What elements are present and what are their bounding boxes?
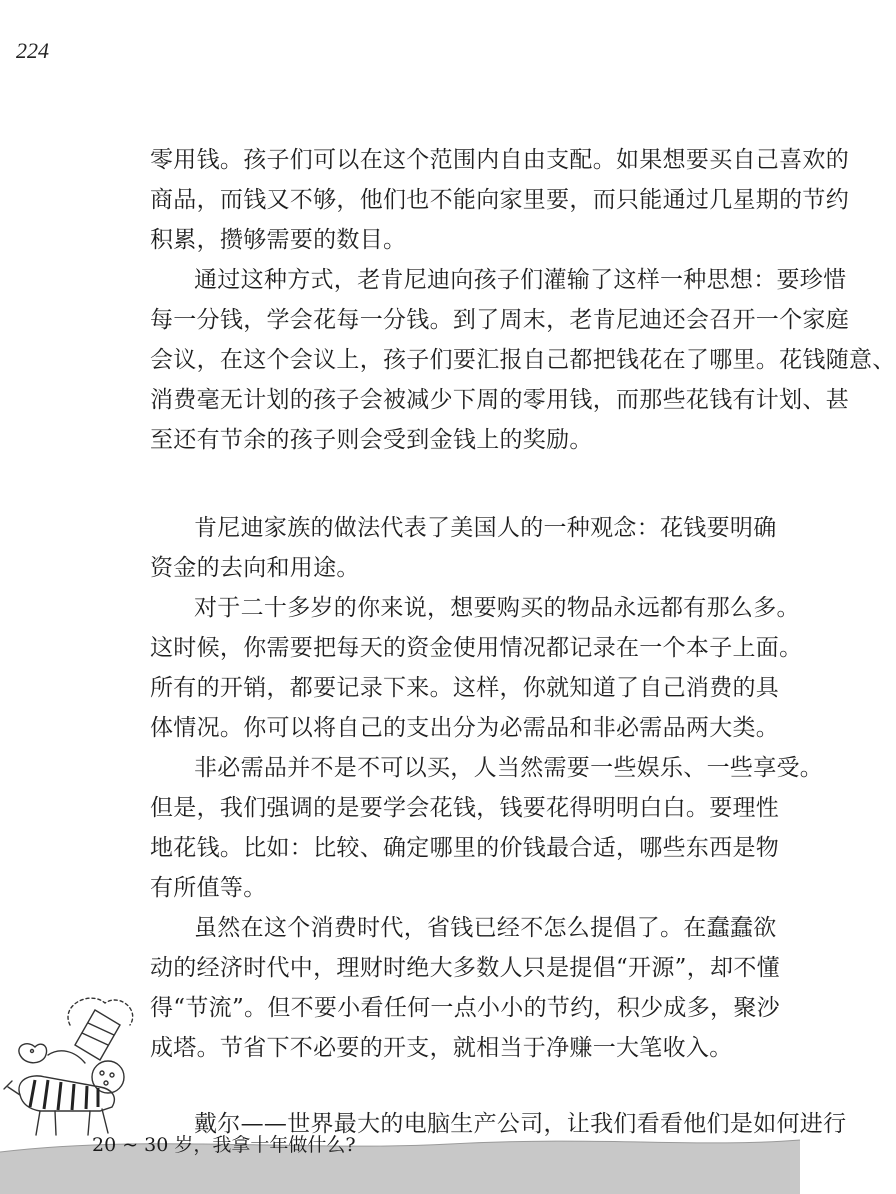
paragraph-2 bbox=[150, 260, 896, 460]
text-line: 商品，而钱又不够，他们也不能向家里要，而只能通过几星期的节约 bbox=[150, 187, 849, 213]
footer-book-title: 20 ~ 30 岁，我拿十年做什么? bbox=[92, 1134, 356, 1156]
text-line: 会议，在这个会议上，孩子们要汇报自己都把钱花在了哪里。花钱随意、 bbox=[150, 347, 896, 373]
text-line: 每一分钱，学会花每一分钱。到了周末，老肯尼迪还会召开一个家庭 bbox=[150, 307, 849, 333]
paragraph-gap bbox=[150, 460, 740, 508]
text-line: 戴尔——世界最大的电脑生产公司，让我们看看他们是如何进行 bbox=[194, 1111, 847, 1137]
paragraph-1 bbox=[150, 140, 849, 260]
text-line: 至还有节余的孩子则会受到金钱上的奖励。 bbox=[150, 427, 593, 453]
text-line: 地花钱。比如：比较、确定哪里的价钱最合适，哪些东西是物 bbox=[150, 835, 780, 861]
text-line: 非必需品并不是不可以买，人当然需要一些娱乐、一些享受。 bbox=[194, 755, 824, 781]
text-line: 所有的开销，都要记录下来。这样，你就知道了自己消费的具 bbox=[150, 675, 780, 701]
text-line: 动的经济时代中，理财时绝大多数人只是提倡“开源”，却不懂 bbox=[150, 955, 780, 981]
paragraph-gap bbox=[150, 1068, 740, 1104]
text-line: 积累，攒够需要的数目。 bbox=[150, 227, 407, 253]
text-line: 体情况。你可以将自己的支出分为必需品和非必需品两大类。 bbox=[150, 715, 780, 741]
text-line: 得“节流”。但不要小看任何一点小小的节约，积少成多，聚沙 bbox=[150, 995, 780, 1021]
page-number: 224 bbox=[16, 38, 49, 63]
text-line: 有所值等。 bbox=[150, 875, 267, 901]
paragraph-4 bbox=[150, 588, 803, 748]
text-line: 通过这种方式，老肯尼迪向孩子们灌输了这样一种思想：要珍惜 bbox=[194, 267, 847, 293]
text-line: 但是，我们强调的是要学会花钱，钱要花得明明白白。要理性 bbox=[150, 795, 780, 821]
text-line: 零用钱。孩子们可以在这个范围内自由支配。如果想要买自己喜欢的 bbox=[150, 147, 849, 173]
text-line: 对于二十多岁的你来说，想要购买的物品永远都有那么多。 bbox=[194, 595, 800, 621]
paragraph-3 bbox=[150, 508, 777, 588]
body-text bbox=[150, 140, 896, 1144]
zebra-illustration-icon bbox=[0, 985, 145, 1145]
text-line: 这时候，你需要把每天的资金使用情况都记录在一个本子上面。 bbox=[150, 635, 803, 661]
text-line: 肯尼迪家族的做法代表了美国人的一种观念：花钱要明确 bbox=[194, 515, 777, 541]
text-line: 消费毫无计划的孩子会被减少下周的零用钱，而那些花钱有计划、甚 bbox=[150, 387, 849, 413]
text-line: 虽然在这个消费时代，省钱已经不怎么提倡了。在蠢蠢欲 bbox=[194, 915, 777, 941]
text-line: 资金的去向和用途。 bbox=[150, 555, 360, 581]
paragraph-6 bbox=[150, 908, 780, 1068]
paragraph-5 bbox=[150, 748, 824, 908]
text-line: 成塔。节省下不必要的开支，就相当于净赚一大笔收入。 bbox=[150, 1035, 733, 1061]
